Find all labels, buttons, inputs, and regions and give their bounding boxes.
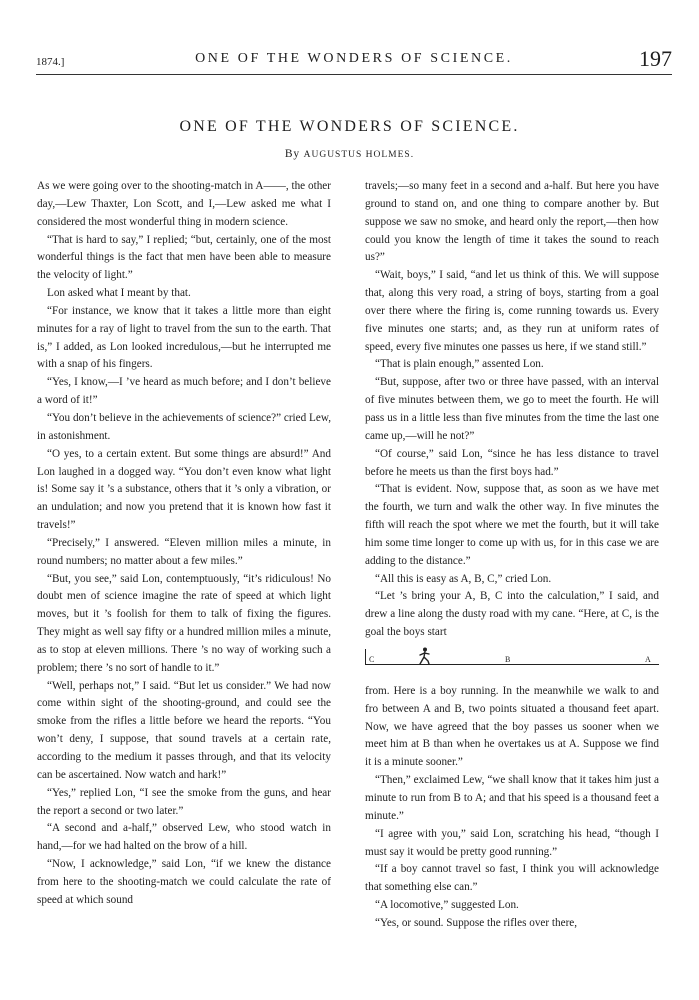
paragraph: “All this is easy as A, B, C,” cried Lon.	[375, 572, 552, 585]
page-number: 197	[639, 46, 672, 71]
goal-tick	[365, 649, 366, 665]
paragraph: “For instance, we know that it takes a little more than eight minutes for a ray of light to travel from the sun to the earth. That is,” I added, as Lon looked incredulous,—but he interrupted me with a snap of his fingers.	[37, 304, 331, 371]
paragraph: “That is hard to say,” I replied; “but, certainly, one of the most wonderful things is the fact that men have been able to measure the velocity of light.”	[37, 233, 331, 282]
article-title: ONE OF THE WONDERS OF SCIENCE.	[179, 118, 520, 135]
header-year: 1874.]	[36, 56, 65, 68]
running-head	[36, 44, 672, 75]
paragraph: “That is plain enough,” assented Lon.	[375, 358, 544, 371]
left-column	[37, 178, 331, 910]
paragraph: “Precisely,” I answered. “Eleven million miles a minute, in round numbers; no matter about a few miles.”	[37, 536, 331, 567]
road-line	[365, 664, 659, 665]
road-diagram	[365, 647, 659, 677]
paragraph: Lon asked what I meant by that.	[47, 287, 191, 300]
paragraph: “But, suppose, after two or three have passed, with an interval of five minutes between them, we go to meet the fourth. He will pass us in a little less than five minutes from the time the last one came up,—will he not?”	[365, 376, 659, 442]
byline	[0, 148, 699, 160]
paragraph: “Now, I acknowledge,” said Lon, “if we knew the distance from here to the shooting-match we could calculate the rate of speed at which sound	[37, 858, 331, 906]
label-a: A	[645, 654, 651, 664]
byline-prefix: By	[284, 148, 300, 160]
paragraph: “Of course,” said Lon, “since he has less distance to travel before he meets us than the first boys had.”	[365, 447, 659, 478]
paragraph: “But, you see,” said Lon, contemptuously, “it’s ridiculous! No doubt men of science imagine the rate of speed at which light moves, but it ’s foolish for them to talk of fixing the figures. They might as well say fifty or a hundred million miles a minute, as to stop at eleven millions. There ’s no way of working such a problem; there ’s no sort of handle to it.”	[37, 572, 331, 674]
paragraph: “Let ’s bring your A, B, C into the calculation,” I said, and drew a line along the dusty road with my cane. “Here, at C, is the goal the boys start	[365, 590, 659, 639]
paragraph: “Wait, boys,” I said, “and let us think of this. We will suppose that, along this very road, a string of boys, starting from a goal over there where the firing is, come running towards us. Every five minutes one starts; and, as they run at uniform rates of speed, every five minutes one passes us here, if we stand still.”	[365, 269, 659, 353]
paragraph: “A second and a-half,” observed Lew, who stood watch in hand,—for we had halted on the brow of a hill.	[37, 822, 331, 853]
paragraph: “A locomotive,” suggested Lon.	[375, 899, 519, 912]
paragraph: “Yes, I know,—I ’ve heard as much before; and I don’t believe a word of it!”	[37, 376, 331, 407]
paragraph: “Yes,” replied Lon, “I see the smoke from the guns, and hear the report a second or two later.”	[37, 786, 331, 817]
paragraph: “Then,” exclaimed Lew, “we shall know that it takes him just a minute to run from B to A; and that his speed is a thousand feet a minute.”	[365, 774, 659, 822]
paragraph: travels;—so many feet in a second and a-half. But here you have ground to stand on, and one thing to compare another by. But suppose we saw no smoke, and heard only the report,—then how could you know the length of time it takes the sound to reach us?”	[365, 180, 659, 264]
label-b: B	[505, 654, 511, 664]
paragraph: “You don’t believe in the achievements of science?” cried Lew, in astonishment.	[37, 411, 331, 442]
paragraph: “Well, perhaps not,” I said. “But let us consider.” We had now come within sight of the shooting-ground, and could see the smoke from the rifles a little before we heard the reports. “You won’t deny, I suppose, that sound travels at a certain rate, according to the medium it passes through, and that its velocity can be ascertained. Now watch and hark!”	[37, 679, 331, 781]
label-c: C	[369, 654, 375, 664]
paragraph: from. Here is a boy running. In the meanwhile we walk to and fro between A and B, two points situated a thousand feet apart. Now, we have agreed that the boy passes us sooner when we meet him at B than when he overtakes us at A. Suppose we find it is a minute sooner.”	[365, 684, 659, 769]
header-title: ONE OF THE WONDERS OF SCIENCE.	[195, 51, 513, 66]
running-boy-icon	[417, 647, 431, 665]
byline-author: AUGUSTUS HOLMES.	[303, 150, 415, 160]
paragraph: “I agree with you,” said Lon, scratching his head, “though I must say it would be pretty good running.”	[365, 827, 659, 858]
paragraph: “That is evident. Now, suppose that, as soon as we have met the fourth, we turn and walk the other way. In five minutes the fifth will reach the spot where we met the fourth, but it will take him some time longer to come up with us, for in this case we are adding to the distance.”	[365, 483, 659, 567]
paragraph: “Yes, or sound. Suppose the rifles over there,	[375, 916, 578, 929]
paragraph: “O yes, to a certain extent. But some things are absurd!” And Lon laughed in a dogged way. “You don’t even know what light is! Some say it ’s a substance, others that it ’s only a vibration, or an undulation; and now you pretend that it is known how fast it travels!”	[37, 447, 331, 532]
right-column	[365, 178, 659, 933]
paragraph: “If a boy cannot travel so fast, I think you will acknowledge that something else can.”	[365, 863, 659, 894]
paragraph: As we were going over to the shooting-match in A——, the other day,—Lew Thaxter, Lon Scott, and I,—Lew asked me what I considered the most wonderful thing in modern science.	[37, 180, 331, 228]
